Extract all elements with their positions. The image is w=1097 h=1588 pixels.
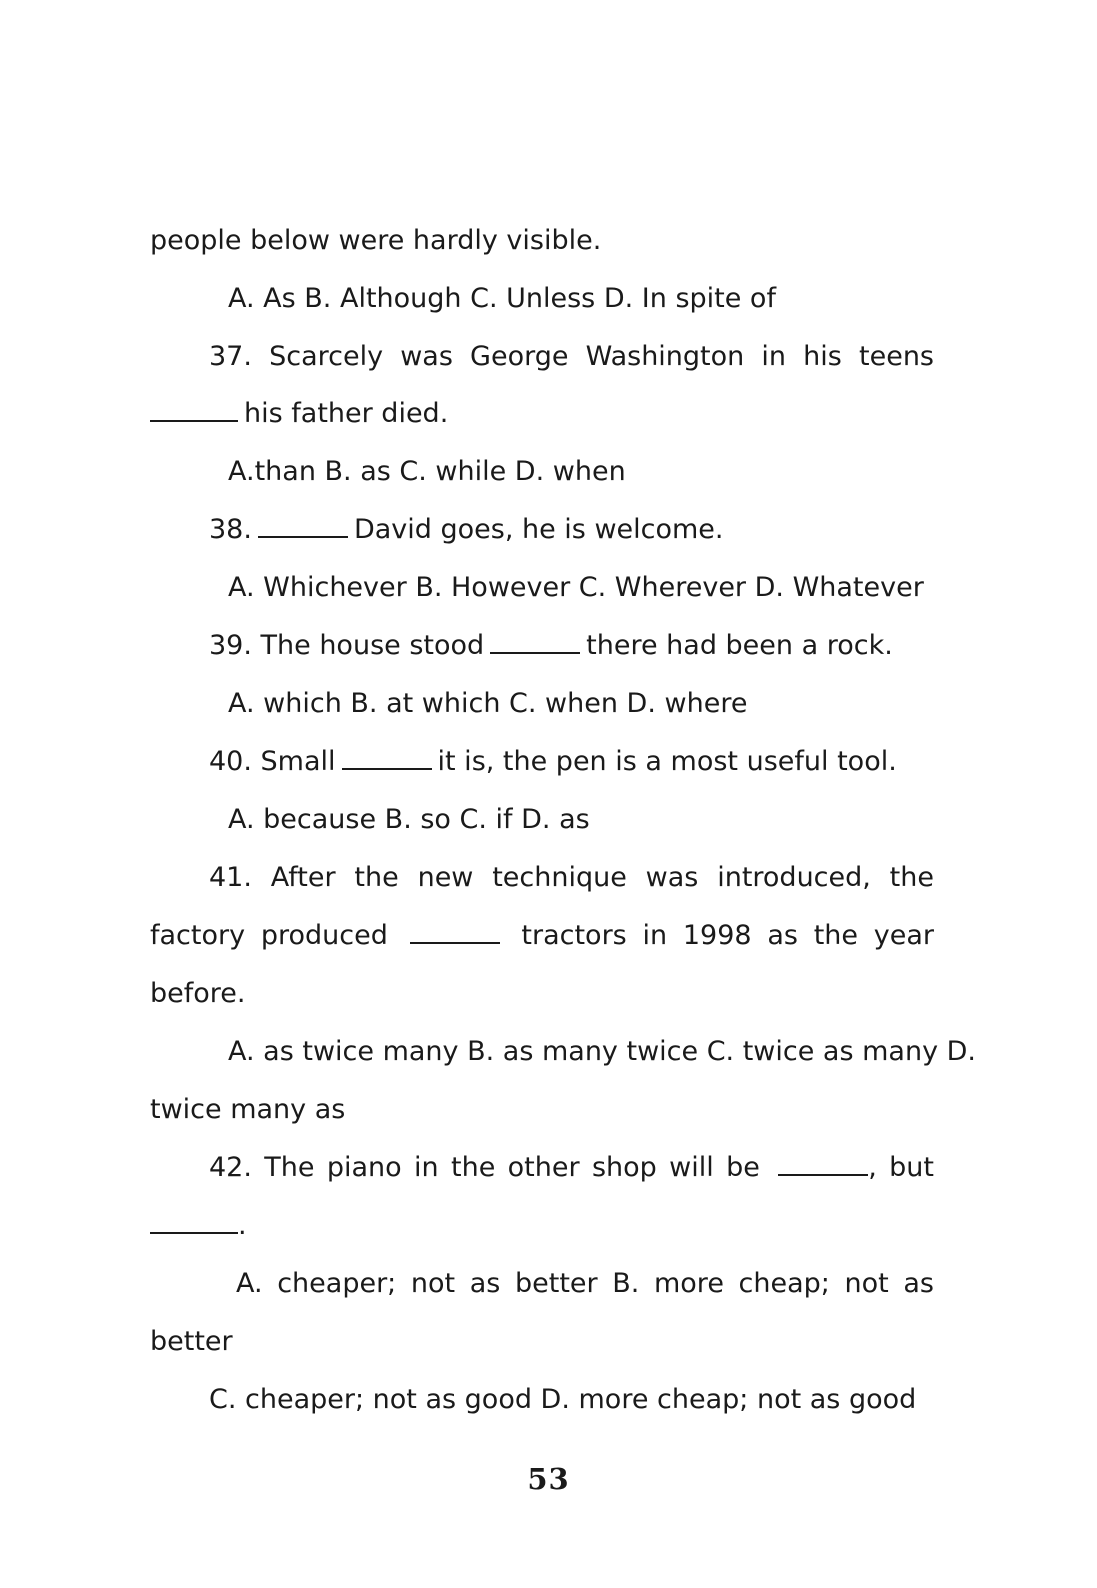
question-38: 38. David goes, he is welcome. [209,514,724,545]
question-42-continued: . [150,1208,934,1244]
answer-options-37: A.than B. as C. while D. when [228,456,626,487]
page-number: 53 [527,1462,570,1496]
answer-options-40: A. because B. so C. if D. as [228,804,590,835]
question-41-end: before. [150,978,246,1009]
answer-options-41-continued: twice many as [150,1094,346,1125]
question-41-continued: factory produced tractors in 1998 as the year [150,920,934,951]
answer-options-42-continued: better [150,1326,233,1357]
answer-blank [778,1152,868,1176]
question-39: 39. The house stood there had been a rock. [209,630,893,661]
answer-options-38: A. Whichever B. However C. Wherever D. Whatever [228,572,924,603]
answer-options-39: A. which B. at which C. when D. where [228,688,748,719]
answer-blank [490,630,580,654]
question-42: 42. The piano in the other shop will be , but [209,1152,934,1183]
text-line: people below were hardly visible. [150,225,602,256]
answer-blank [150,1210,238,1234]
answer-blank [258,514,348,538]
question-41: 41. After the new technique was introduced, the [209,862,934,893]
answer-options-42: A. cheaper; not as better B. more cheap; not as [236,1268,934,1299]
question-37: 37. Scarcely was George Washington in his teens [209,341,934,372]
question-37-continued: his father died. [150,396,934,432]
answer-options-36: A. As B. Although C. Unless D. In spite of [228,283,776,314]
answer-options-41: A. as twice many B. as many twice C. twice as many D. [228,1036,977,1067]
answer-blank [410,920,500,944]
answer-blank [150,398,238,422]
answer-options-42-continued-2: C. cheaper; not as good D. more cheap; not as good [209,1384,917,1415]
question-40: 40. Small it is, the pen is a most useful tool. [209,746,897,777]
answer-blank [342,746,432,770]
